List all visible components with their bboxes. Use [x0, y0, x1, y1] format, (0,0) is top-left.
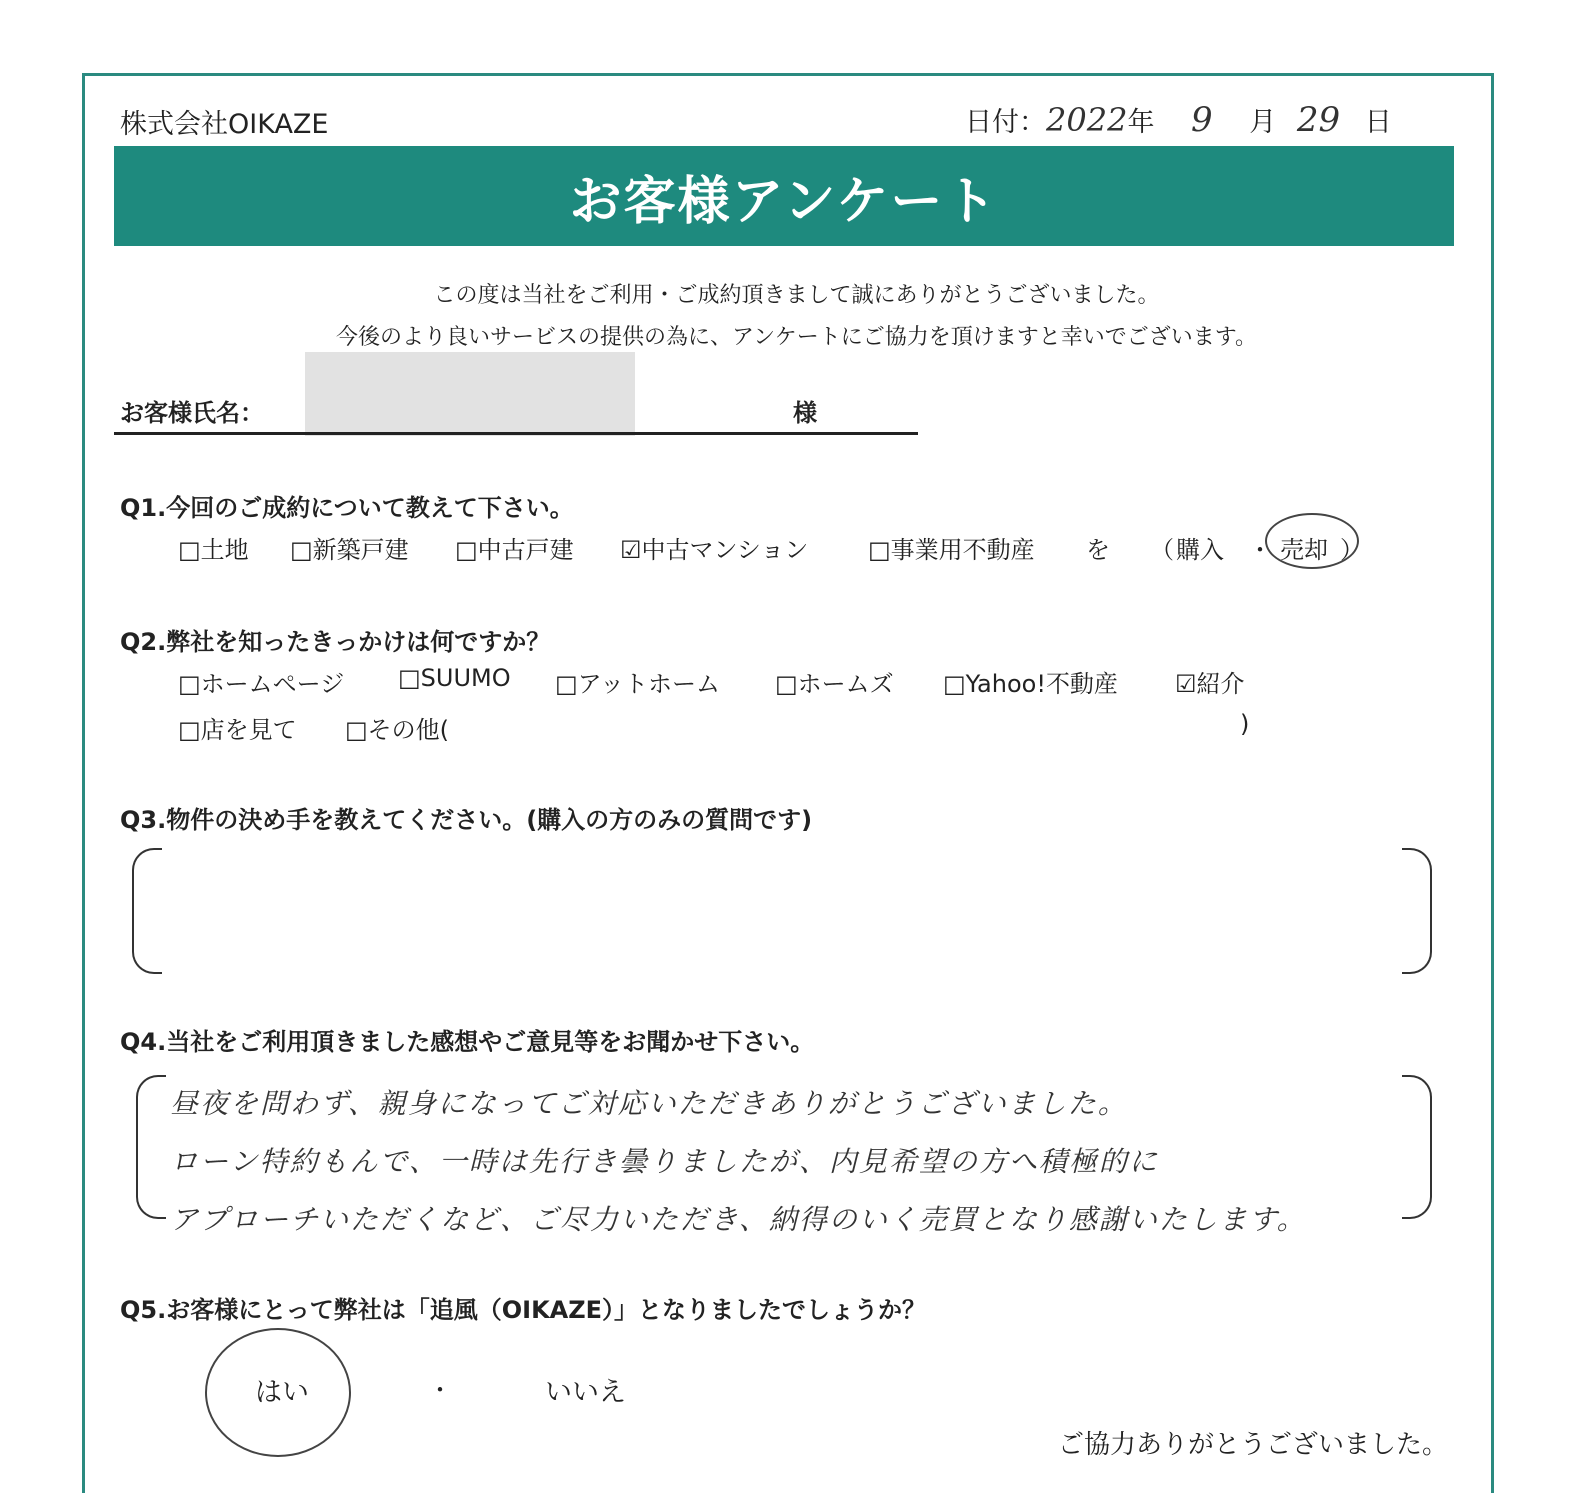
company-name: 株式会社OIKAZE: [120, 109, 329, 140]
title-banner: [114, 146, 1454, 246]
q4-bracket-left: [136, 1075, 166, 1219]
date-day-unit: 日: [1364, 107, 1392, 138]
date-label: 日付：: [965, 107, 1046, 138]
customer-name-suffix: 様: [793, 399, 817, 427]
q2-option-other[interactable]: □その他(: [345, 716, 450, 744]
date-month-unit: 月: [1249, 107, 1277, 138]
q1-option-new-house[interactable]: □新築戸建: [290, 536, 409, 564]
q1-paren-open: （: [1150, 536, 1174, 564]
date-month: 9: [1191, 100, 1213, 140]
q2-option-store[interactable]: □店を見て: [178, 716, 297, 744]
customer-name-redaction: [305, 352, 635, 436]
q4-answer-line-1: 昼夜を問わず、親身になってご対応いただきありがとうございました。: [170, 1087, 1128, 1120]
q3-question: Q3.物件の決め手を教えてください。(購入の方のみの質問です): [120, 806, 813, 834]
q5-sep: ・: [428, 1376, 452, 1404]
q4-answer-line-3: アプローチいただくなど、ご尽力いただき、納得のいく売買となり感謝いたします。: [170, 1203, 1307, 1236]
date-year: 2022: [1046, 101, 1128, 139]
q5-option-yes[interactable]: はい: [255, 1377, 309, 1408]
footer-thanks: ご協力ありがとうございました。: [1058, 1430, 1449, 1460]
q2-option-athome[interactable]: □アットホーム: [555, 670, 720, 698]
q4-bracket-right: [1402, 1075, 1432, 1219]
q1-paren-close: ）: [1340, 536, 1364, 564]
q2-option-homepage[interactable]: □ホームページ: [178, 670, 345, 698]
q2-option-yahoo[interactable]: □Yahoo!不動産: [943, 670, 1118, 698]
q1-question: Q1.今回のご成約について教えて下さい。: [120, 494, 574, 522]
q1-option-land[interactable]: □土地: [178, 536, 249, 564]
q2-question: Q2.弊社を知ったきっかけは何ですか？: [120, 628, 551, 656]
customer-name-label: お客様氏名：: [120, 399, 264, 427]
intro-line-2: 今後のより良いサービスの提供の為に、アンケートにご協力を頂けますと幸いでございます。: [336, 325, 1257, 350]
q4-question: Q4.当社をご利用頂きました感想やご意見等をお聞かせ下さい。: [120, 1028, 815, 1056]
q1-option-business[interactable]: □事業用不動産: [868, 536, 1035, 564]
q1-option-used-house[interactable]: □中古戸建: [455, 536, 574, 564]
q3-bracket-left: [132, 848, 162, 974]
q3-bracket-right: [1402, 848, 1432, 974]
q2-option-homes[interactable]: □ホームズ: [775, 670, 894, 698]
q1-dot: ・: [1248, 536, 1272, 564]
page-title: お客様アンケート: [569, 171, 999, 232]
intro-line-1: この度は当社をご利用・ご成約頂きまして誠にありがとうございました。: [433, 283, 1160, 308]
q4-answer-line-2: ローン特約もんで、一時は先行き曇りましたが、内見希望の方へ積極的に: [170, 1145, 1159, 1178]
q5-option-no[interactable]: いいえ: [545, 1377, 626, 1408]
q2-option-referral[interactable]: ☑紹介: [1175, 670, 1245, 698]
q1-option-buy[interactable]: 購入: [1176, 536, 1224, 564]
q5-question: Q5.お客様にとって弊社は「追風（OIKAZE）」となりましたでしょうか？: [120, 1296, 927, 1324]
date-day: 29: [1296, 100, 1341, 140]
sell-circle-mark: [1265, 513, 1359, 569]
date-field: [965, 100, 1392, 140]
q2-other-close-paren: ): [1240, 710, 1250, 738]
q1-option-sell[interactable]: 売却: [1280, 536, 1328, 564]
q2-option-suumo[interactable]: □SUUMO: [398, 664, 511, 692]
date-year-unit: 年: [1127, 107, 1155, 138]
q1-option-used-condo[interactable]: ☑中古マンション: [620, 536, 809, 564]
yes-circle-mark: [205, 1328, 351, 1457]
q1-wo: を: [1086, 536, 1110, 564]
customer-name-underline: [114, 432, 918, 435]
